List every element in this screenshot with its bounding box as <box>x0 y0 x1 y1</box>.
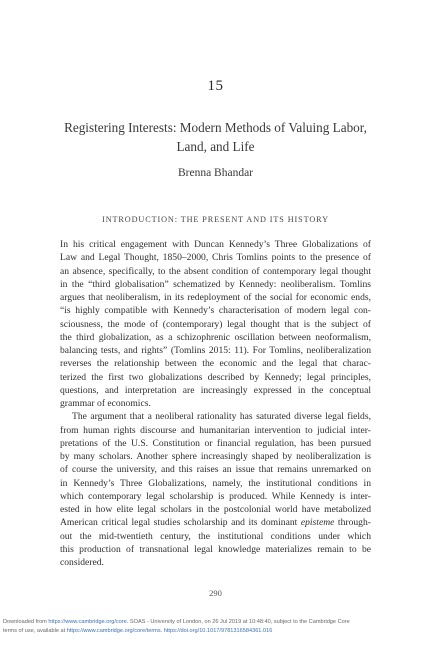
footer-prefix-2: terms of use, available at <box>3 628 67 634</box>
footer-sep: . <box>160 628 164 634</box>
italic-term: episteme <box>300 517 335 529</box>
text-line: of course the university, and this raises an issue that remains unremarked on <box>60 464 371 476</box>
text-line: grammar of economics. <box>60 398 151 409</box>
body-text <box>60 238 371 569</box>
page-number: 290 <box>209 588 222 598</box>
text-line: balancing tests, and rights” (Tomlins 2015: 11). For Tomlins, neoliberalization <box>60 345 371 356</box>
text-line: ested in how elite legal scholars in the postcolonial world have metabolized <box>60 504 371 515</box>
text-line: The argument that a neoliberal rationality has saturated diverse legal fields, <box>72 411 371 423</box>
footer-line-1 <box>3 618 431 627</box>
text-line: the third globalization, as a schizophrenic oscillation between neoformalism, <box>60 331 371 343</box>
footer-prefix-1: Downloaded from <box>3 619 49 625</box>
text-line: pretations of the U.S. Constitution or financial regulation, has been pursued <box>60 437 371 449</box>
chapter-title-line-2: Land, and Life <box>176 139 255 154</box>
text-line: which contemporary legal scholarship is produced. While Kennedy is inter- <box>60 490 371 502</box>
text-line: by many scholars. Another sphere increasingly shaped by neoliberalization is <box>60 451 371 462</box>
text-line: from human rights discourse and humanitarian intervention to judicial inter- <box>60 424 371 436</box>
footer-text-1: . SOAS - University of London, on 26 Jul 2019 at 10:48:40, subject to the Cambridge Core <box>126 619 350 625</box>
text-line: reverses the relationship between the economic and the legal that charac- <box>60 358 371 370</box>
text-line: terized the first two globalizations described by Kennedy; legal principles, <box>60 371 371 383</box>
text-line: questions, and interpretation are increasingly expressed in the conceptual <box>60 384 371 396</box>
text-line: Law and Legal Thought, 1850–2000, Chris Tomlins points to the presence of <box>60 252 371 264</box>
text-line: out the mid-twentieth century, the institutional conditions under which <box>60 530 371 542</box>
paragraph-1 <box>60 238 371 410</box>
text-line: In his critical engagement with Duncan Kennedy’s Three Globalizations of <box>60 239 371 250</box>
text-line: considered. <box>60 557 104 568</box>
text-line: “is highly compatible with Kennedy’s characterisation of modern legal con- <box>60 305 371 317</box>
text-line: in the “third globalisation” schematized by Kennedy: neoliberalism. Tomlins <box>60 278 371 290</box>
footer-line-2 <box>3 627 431 636</box>
chapter-title-line-1: Registering Interests: Modern Methods of Valuing Labor, <box>64 120 367 135</box>
download-footer <box>3 618 431 636</box>
footer-link-doi[interactable]: https://doi.org/10.1017/9781316584361.016 <box>163 628 273 634</box>
text-line: in Kennedy’s Three Globalizations, namely, the institutional conditions in <box>60 477 371 489</box>
footer-link-terms[interactable]: https://www.cambridge.org/core/terms <box>66 628 161 634</box>
text-line: sciousness, the mode of (contemporary) legal thought that is the subject of <box>60 318 371 330</box>
text-line: American critical legal studies scholarship and its dominant episteme through- <box>60 517 371 529</box>
chapter-title <box>40 118 391 156</box>
text-line: this production of transnational legal knowledge materializes remain to be <box>60 543 371 555</box>
chapter-number: 15 <box>207 78 224 94</box>
text-line: argues that neoliberalism, in its redeployment of the social for economic ends, <box>60 292 371 303</box>
section-heading: INTRODUCTION: THE PRESENT AND ITS HISTORY <box>102 215 329 224</box>
text-line: an absence, specifically, to the absent condition of contemporary legal thought <box>60 265 371 277</box>
footer-link-cambridge-core[interactable]: https://www.cambridge.org/core <box>48 619 127 625</box>
chapter-author: Brenna Bhandar <box>177 167 254 179</box>
paragraph-2 <box>60 410 371 569</box>
